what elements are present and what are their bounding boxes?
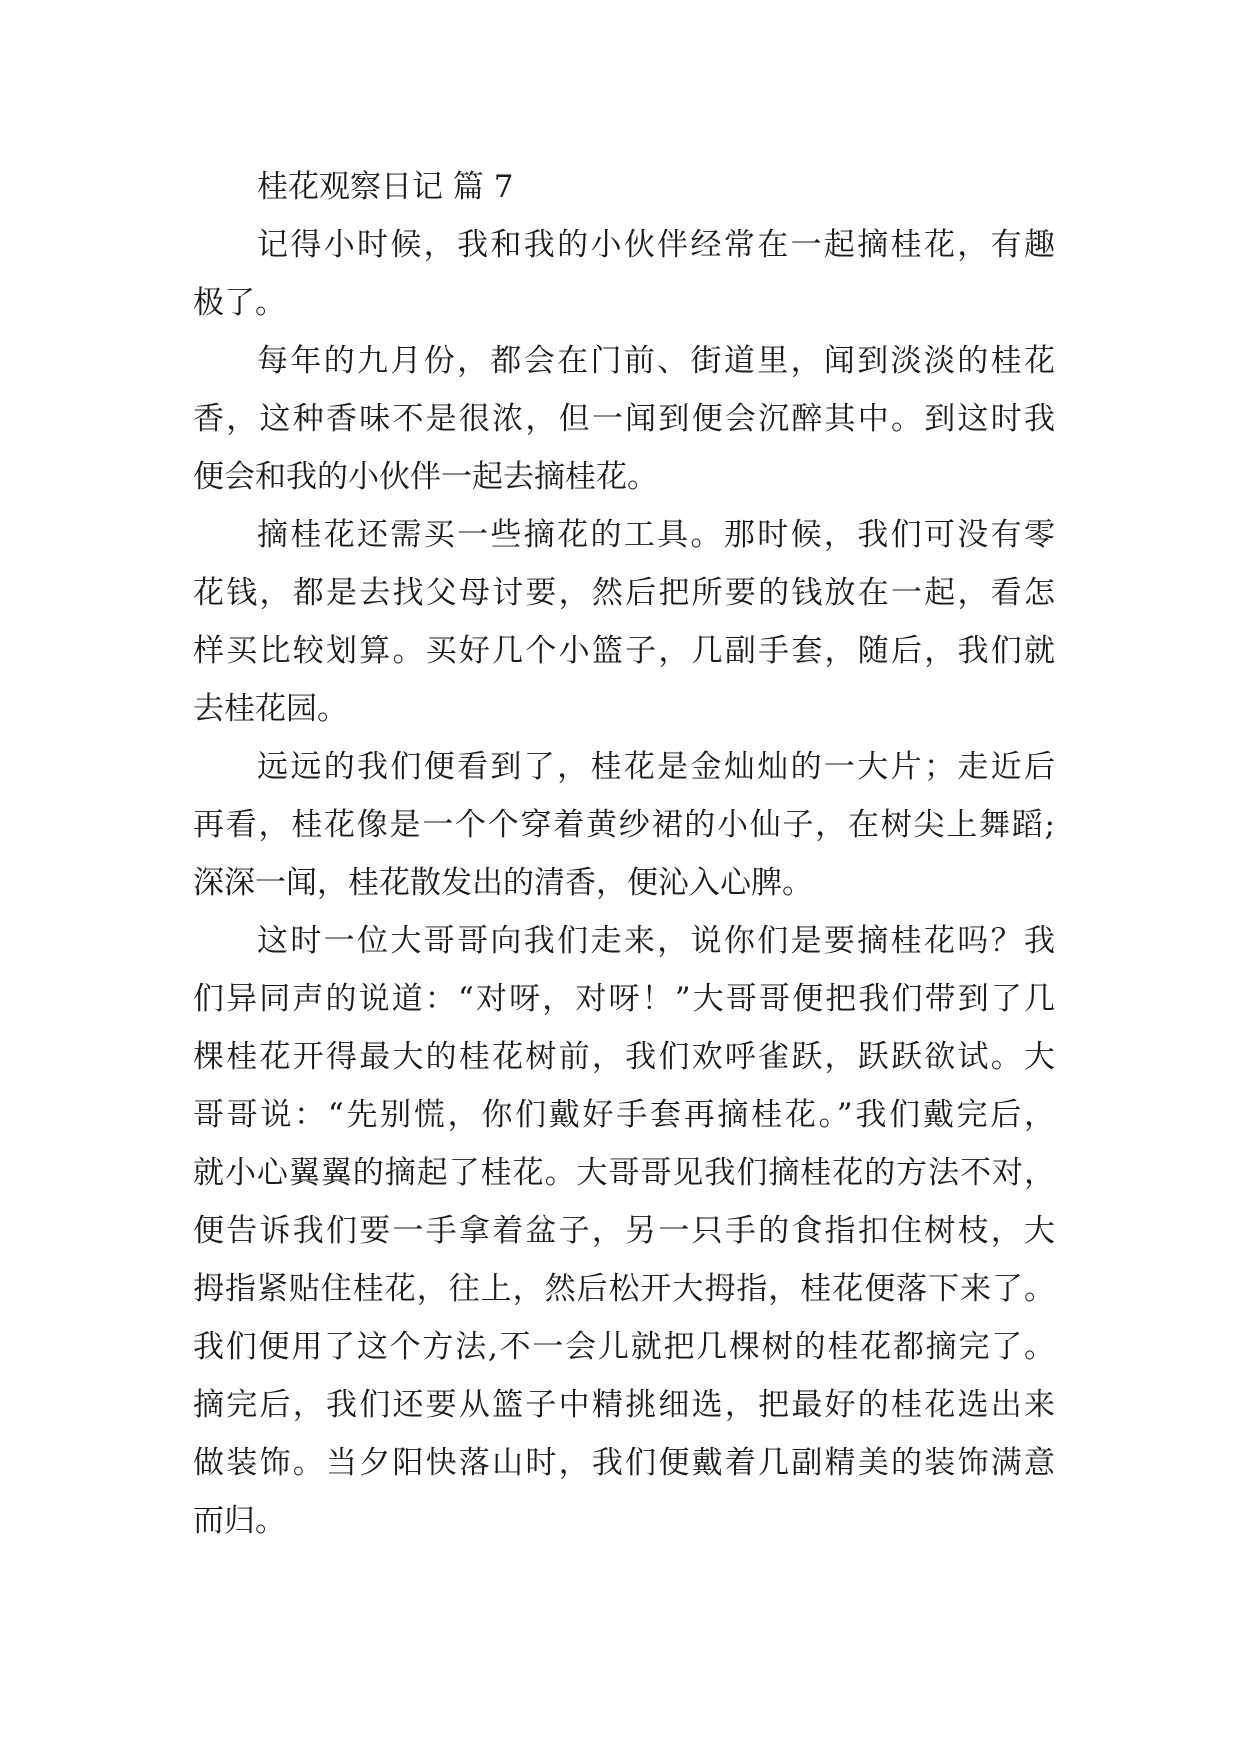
paragraph-line: 哥哥说：“先别慌，你们戴好手套再摘桂花。”我们戴完后， (193, 1097, 1055, 1133)
paragraph-line: 就小心翼翼的摘起了桂花。大哥哥见我们摘桂花的方法不对， (193, 1155, 1055, 1191)
paragraph-line: 去桂花园。 (193, 691, 348, 727)
paragraph-line: 香，这种香味不是很浓，但一闻到便会沉醉其中。到这时我 (193, 401, 1055, 437)
paragraph-line: 这时一位大哥哥向我们走来，说你们是要摘桂花吗？我 (257, 923, 1055, 959)
paragraph-line: 记得小时候，我和我的小伙伴经常在一起摘桂花，有趣 (257, 227, 1055, 263)
paragraph-line: 而归。 (193, 1503, 286, 1539)
paragraph-line: 们异同声的说道：“对呀，对呀！”大哥哥便把我们带到了几 (193, 981, 1055, 1017)
paragraph-line: 便告诉我们要一手拿着盆子，另一只手的食指扣住树枝，大 (193, 1213, 1055, 1249)
paragraph-line: 我们便用了这个方法,不一会儿就把几棵树的桂花都摘完了。 (193, 1329, 1055, 1365)
paragraph-line: 便会和我的小伙伴一起去摘桂花。 (193, 459, 658, 495)
paragraph-line: 深深一闻，桂花散发出的清香，便沁入心脾。 (193, 865, 813, 901)
paragraph-line: 拇指紧贴住桂花，往上，然后松开大拇指，桂花便落下来了。 (193, 1271, 1055, 1307)
paragraph-line: 极了。 (193, 285, 286, 321)
paragraph-line: 再看，桂花像是一个个穿着黄纱裙的小仙子，在树尖上舞蹈; (193, 807, 1055, 843)
paragraph-line: 样买比较划算。买好几个小篮子，几副手套，随后，我们就 (193, 633, 1055, 669)
document-title: 桂花观察日记 篇 7 (257, 169, 514, 205)
paragraph-line: 棵桂花开得最大的桂花树前，我们欢呼雀跃，跃跃欲试。大 (193, 1039, 1055, 1075)
paragraph-line: 每年的九月份，都会在门前、街道里，闻到淡淡的桂花 (257, 343, 1055, 379)
paragraph-line: 花钱，都是去找父母讨要，然后把所要的钱放在一起，看怎 (193, 575, 1055, 611)
paragraph-line: 做装饰。当夕阳快落山时，我们便戴着几副精美的装饰满意 (193, 1445, 1055, 1481)
paragraph-line: 摘桂花还需买一些摘花的工具。那时候，我们可没有零 (257, 517, 1055, 553)
document-body (193, 158, 1055, 1550)
paragraph-line: 摘完后，我们还要从篮子中精挑细选，把最好的桂花选出来 (193, 1387, 1055, 1423)
paragraph-line: 远远的我们便看到了，桂花是金灿灿的一大片；走近后 (257, 749, 1055, 785)
